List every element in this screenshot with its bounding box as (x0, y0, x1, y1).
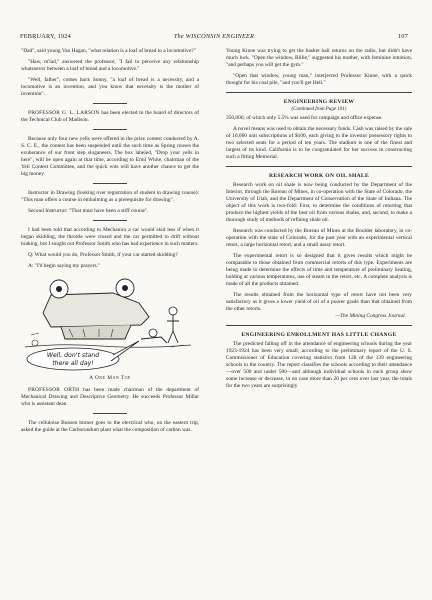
divider (93, 413, 127, 414)
overturned-car-drawing (21, 273, 199, 373)
section-rule (226, 92, 412, 93)
larson-text: has been elected to the board of directors of the Technical Club of Madison. (21, 110, 199, 123)
shale-paragraph: Research was conducted by the Bureau of Mines at the Boulder laboratory, in co-operation with the state of Colorado, for the past year with an experimental vertical retort, a large horizontal retort, and a small assay retort. (226, 228, 412, 248)
divider (93, 129, 127, 130)
drawing-paragraph: Second Instructor: "That must have been a stiff course". (28, 208, 149, 214)
header-page-number: 107 (397, 33, 408, 40)
shale-credit: —The Mining Congress Journal. (335, 313, 406, 319)
shale-paragraph: The results obtained from the horizontal type of retort have not been very satisfactory as it gives a lower yield of oil of a poorer grade than that obtained from the other retorts. (226, 292, 412, 312)
drawing-paragraph: Instructor in Drawing (looking over registration of student in drawing course): "This man offers a course in embalming as a prerequisite for drawing". (21, 190, 199, 203)
right-column (226, 48, 412, 394)
shale-paragraph: The experimental retort is so designed that it gives results which might be comparable to those obtained from commercial retorts of this type. Experiments are being made to determine the effects of time and temperature of preliminary heating, holding at various temperatures, use of steam in the retort, etc. A complete analysis is made of all the products obtained. (226, 253, 412, 287)
mechanics-paragraph: I had been told that according to Mechanics a car would skid less if when it began skidding, the throttle were closed and the car permitted to drift without braking, but I sought out Professor Smith who has had experience in such matters. (21, 227, 199, 247)
review-continued: (Continued from Page 101) (291, 107, 347, 112)
enrollment-paragraph: The predicted falling off in the attendance of engineering schools during the year 1923-1924 has been very small, according to the preliminary report of the U. S. Commissioner of Education covering statistics from 128 of the 139 engineering schools in the country. The report classifies the schools according to their attendance—over 500 and under 500—and although individual schools in each group show some increase or decrease, in no case more than 20 per cent over last year, the totals for the two years are surprisingly (226, 341, 412, 389)
mechanics-question: Q: What would you do, Professor Smith, if your car started skidding? (28, 252, 178, 258)
left-column (21, 48, 199, 438)
enrollment-heading: ENGINEERING ENROLLMENT HAS LITTLE CHANGE (241, 332, 397, 338)
header-date: FEBRUARY, 1924 (20, 33, 71, 40)
cartoon-balloon-line-1: Well, don't stand (46, 352, 100, 359)
cartoon-balloon-line-2: there all day! (52, 360, 94, 367)
review-heading: ENGINEERING REVIEW (283, 99, 355, 105)
divider (93, 103, 127, 104)
cartoon-illustration (21, 273, 199, 373)
orth-name: PROFESSOR ORTH (28, 387, 80, 393)
divider (93, 183, 127, 184)
orth-note (21, 387, 199, 408)
cartoon-caption: A One Man Top (89, 375, 131, 381)
mechanics-answer: A: "I'd begin saying my prayers." (28, 263, 101, 269)
orth-text: has been made chairman of the department of Mechanical Drawing and Descriptive Geometry. He succeeds Professor Millar who is assistant dean. (21, 387, 199, 407)
review-paragraph: A novel means was used to obtain the necessary funds. Cash was raised by the sale of 10,000 unit subscriptions of $100, each giving to the investor possessory rights to two selected seats for a period of ten years. The stadium is one of the finest and largest of its kind. California is to be congratulated for her success in constructing such a fitting Memorial. (226, 126, 412, 160)
header-magazine-title: The WISCONSIN ENGINEER (173, 33, 255, 40)
running-header (20, 33, 408, 45)
section-rule (226, 166, 412, 167)
larson-note (21, 110, 199, 124)
joke-paragraph: "Well, father", comes back Sonny, "a loaf of bread is a necessity, and a locomotive is an invention, and you know that necessity is the mother of invention". (21, 77, 199, 97)
joke-paragraph: "Dad", said young Van Hagan, "what relation is a loaf of bread to a locomotive?" (21, 48, 196, 54)
bunsen-paragraph: The celluloise Bunsen burner goes to the electrical who, on the eastern trip, asked the guide at the Carborundum plant what the composition of carbon was. (21, 420, 199, 433)
divider (93, 220, 127, 221)
review-paragraph: 350,000, of which only 5.5% was used for campaign and office expense. (226, 115, 383, 121)
shale-heading: RESEARCH WORK ON OIL SHALE (268, 173, 369, 179)
section-rule (226, 325, 412, 326)
kinne-paragraph: Young Kinne was trying to get the basket ball returns on the radio, but didn't have much luck. "Open the window, Billie," suggested his mother, with feminine intuition, "and perhaps you will get the gym." (226, 48, 412, 68)
yells-paragraph: Because only four new yells were offered in the prize contest conducted by A. S. C. E., the contest has been suspended until the such time as Spring rouses the exuberance of our front step sloganeers. The box labeled, "Drop your yells in here", will be open again at that time, according to Emil White, chairman of the Yell Contest Committee, and the quick wits will have another chance to get the big money. (21, 136, 199, 177)
joke-paragraph: "Haw, m'lad," answered the professor, "I fail to perceive any relationship whatsoever between a loaf of bread and a locomotive." (21, 59, 199, 72)
larson-name: PROFESSOR G. L. LARSON (28, 110, 100, 116)
shale-paragraph: Research work on oil shale is now being conducted by the Department of the Interior, through the Bureau of Mines, in co-operation with the State of Colorado, the University of Utah, and the Department of Conservation of the State of Indiana. The object of this work is two-fold: First, to determine the conditions of retorting that produce the highest yields of the best oil from various shales, and, second, to make a thorough study of methods of refining shale oil. (226, 182, 412, 223)
kinne-paragraph: "Open that window, young man," interjected Professor Kinne, with a quick thought for his coal pile, "and you'll get Hell." (226, 73, 412, 86)
